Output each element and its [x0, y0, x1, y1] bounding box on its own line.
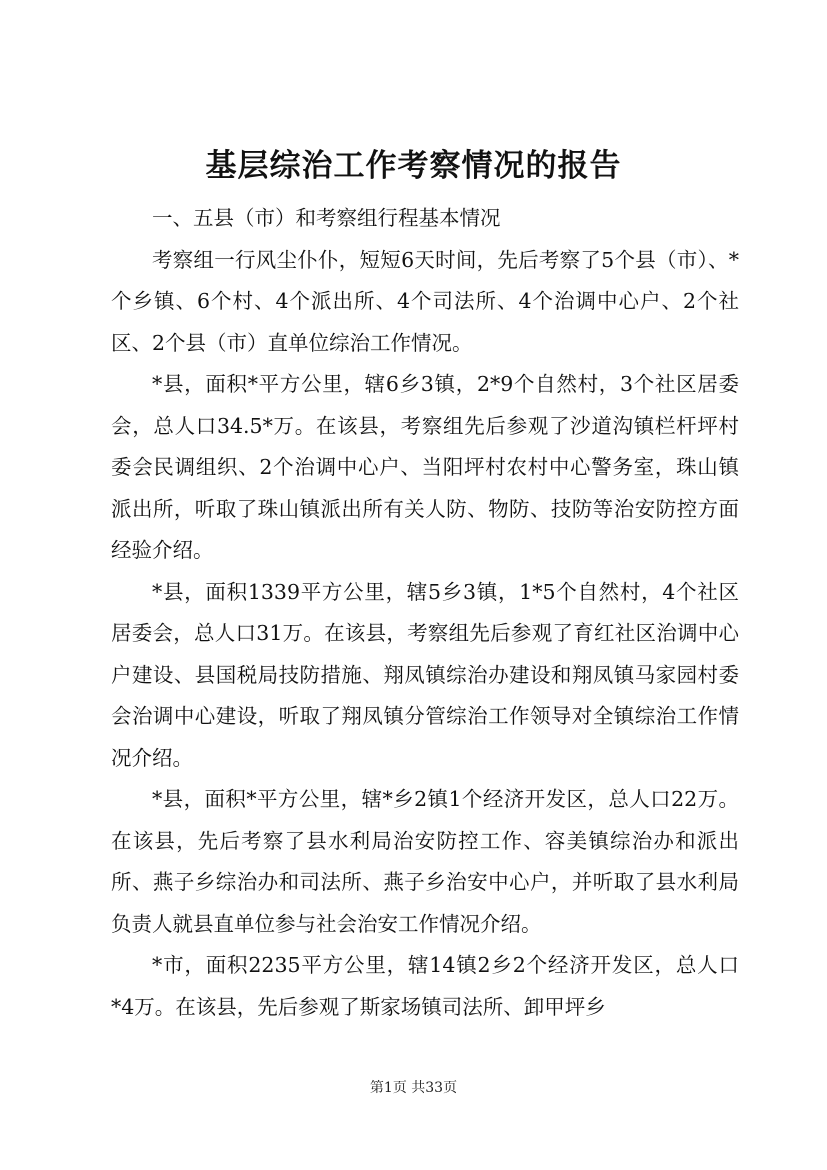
paragraph-county-3: *县，面积*平方公里，辖*乡2镇1个经济开发区，总人口22万。在该县，先后考察了县水利局治安防控工作、容美镇综治办和派出所、燕子乡综治办和司法所、燕子乡治安中心户，并听取了县水利局负责人就县直单位参与社会治安工作情况介绍。	[111, 787, 739, 936]
document-body	[111, 198, 739, 1028]
section-heading: 一、五县（市）和考察组行程基本情况	[152, 206, 501, 230]
paragraph-city: *市，面积2235平方公里，辖14镇2乡2个经济开发区，总人口*4万。在该县，先后参观了斯家场镇司法所、卸甲坪乡	[111, 953, 739, 1019]
paragraph-county-1: *县，面积*平方公里，辖6乡3镇，2*9个自然村，3个社区居委会，总人口34.5*万。在该县，考察组先后参观了沙道沟镇栏杆坪村委会民调组织、2个治调中心户、当阳坪村农村中心警务室，珠山镇派出所，听取了珠山镇派出所有关人防、物防、技防等治安防控方面经验介绍。	[111, 372, 739, 562]
page-number: 第1页 共33页	[369, 1080, 458, 1096]
paragraph-county-2: *县，面积1339平方公里，辖5乡3镇，1*5个自然村，4个社区居委会，总人口31万。在该县，考察组先后参观了育红社区治调中心户建设、县国税局技防措施、翔凤镇综治办建设和翔凤镇马家园村委会治调中心建设，听取了翔凤镇分管综治工作领导对全镇综治工作情况介绍。	[111, 579, 739, 770]
document-title: 基层综治工作考察情况的报告	[205, 148, 622, 184]
page-footer	[0, 1078, 827, 1098]
paragraph-overview: 考察组一行风尘仆仆，短短6天时间，先后考察了5个县（市）、*个乡镇、6个村、4个派出所、4个司法所、4个治调中心户、2个社区、2个县（市）直单位综治工作情况。	[111, 247, 739, 355]
